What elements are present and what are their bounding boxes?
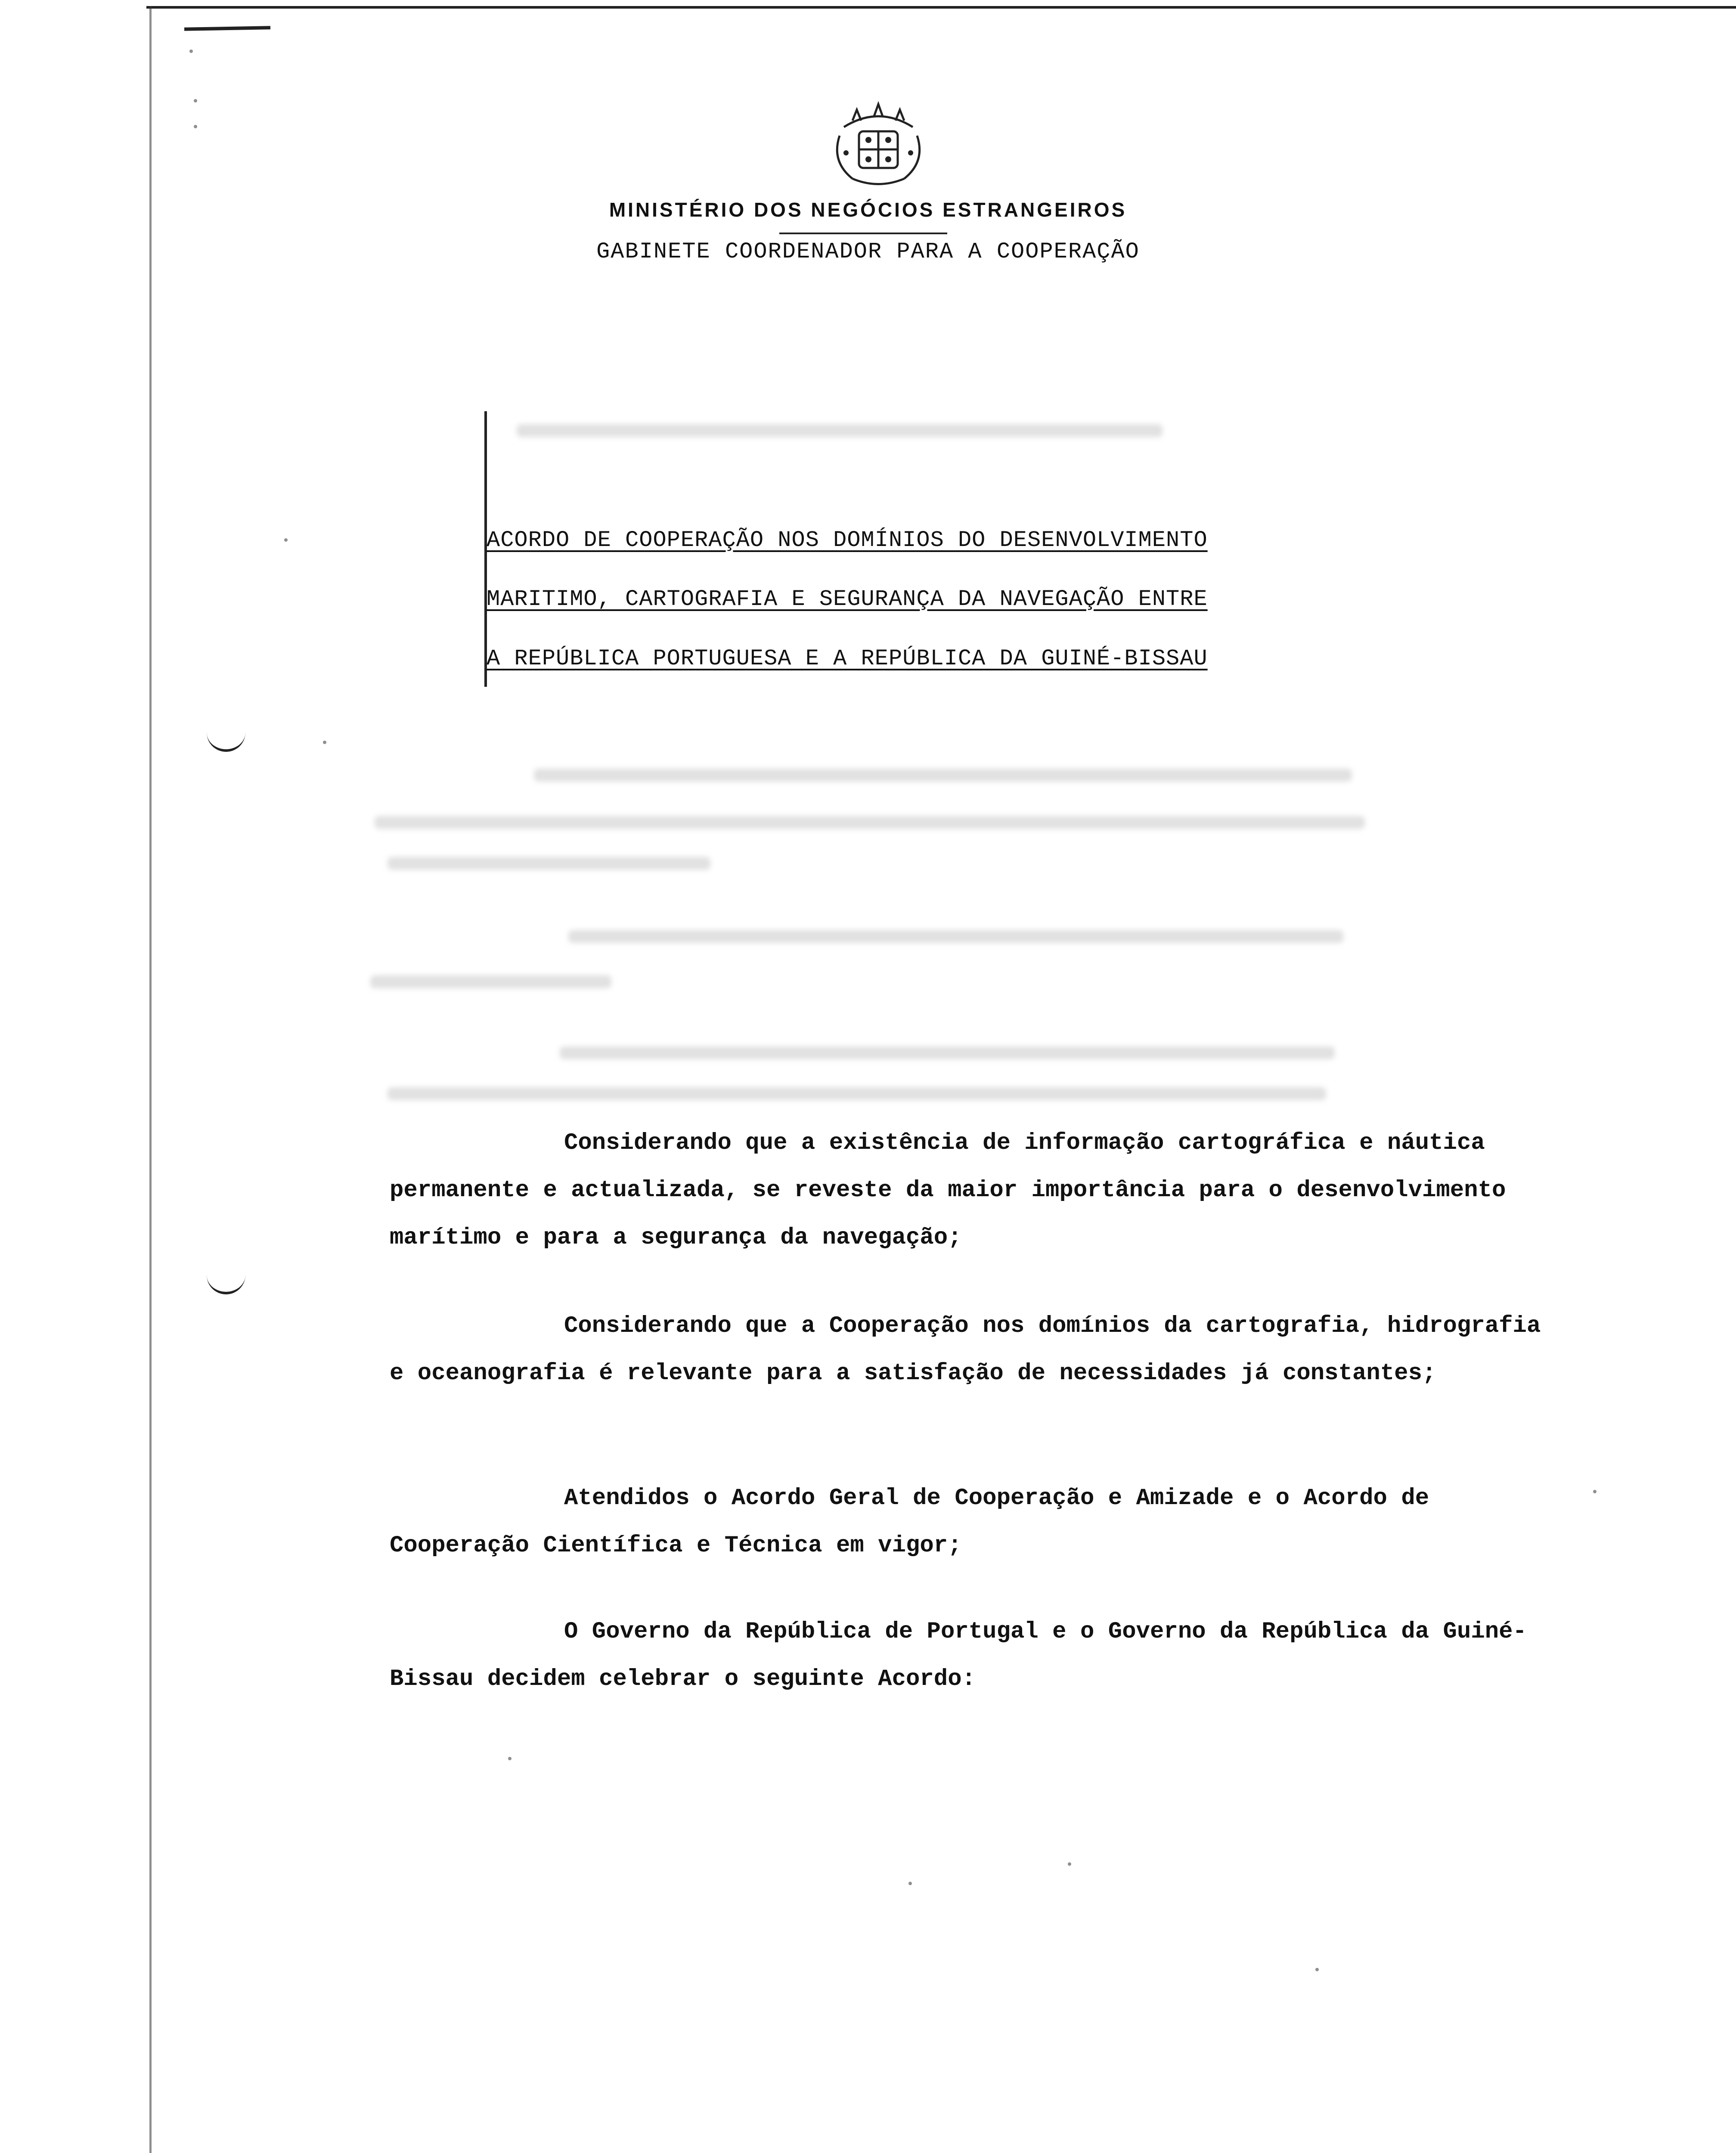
- recital-text: Considerando que a existência de informação cartográfica e náutica permanente e actualizada, se reveste da maior importância para o desenvolvimento marítimo e para a segurança da navegação;: [390, 1130, 1506, 1251]
- scan-speck: [284, 538, 288, 542]
- scan-top-rule: [146, 6, 1736, 9]
- scan-speck: [1068, 1862, 1071, 1866]
- scan-speck: [194, 125, 197, 128]
- scan-speck: [508, 1757, 512, 1760]
- faded-line: [388, 1087, 1326, 1100]
- punch-hole-mark: [207, 1275, 245, 1294]
- faded-line: [517, 424, 1162, 437]
- faded-line: [370, 975, 611, 988]
- title-line-1: ACORDO DE COOPERAÇÃO NOS DOMÍNIOS DO DESENVOLVIMENTO: [487, 527, 1208, 553]
- scan-speck: [194, 99, 197, 102]
- scan-speck: [323, 741, 326, 744]
- heading-rule: [779, 233, 947, 234]
- faded-line: [388, 857, 710, 870]
- title-line-2: MARITIMO, CARTOGRAFIA E SEGURANÇA DA NAVEGAÇÃO ENTRE: [487, 586, 1208, 612]
- faded-line: [534, 769, 1352, 782]
- recital-paragraph: [390, 1475, 1552, 1570]
- title-line-3: A REPÚBLICA PORTUGUESA E A REPÚBLICA DA GUINÉ-BISSAU: [487, 646, 1208, 671]
- faded-line: [375, 816, 1365, 829]
- ministry-heading: MINISTÉRIO DOS NEGÓCIOS ESTRANGEIROS: [609, 199, 1127, 221]
- scan-speck: [1593, 1490, 1596, 1493]
- scan-left-edge: [149, 6, 152, 2153]
- faded-line: [568, 930, 1343, 943]
- scan-mark: [184, 26, 270, 31]
- recital-text: Considerando que a Cooperação nos domínios da cartografia, hidrografia e oceanografia é relevante para a satisfação de necessidades já constantes;: [390, 1313, 1541, 1387]
- recital-paragraph: [390, 1120, 1552, 1262]
- recital-paragraph: [390, 1303, 1552, 1397]
- scan-speck: [1315, 1968, 1319, 1971]
- faded-line: [560, 1046, 1335, 1059]
- closing-text: O Governo da República de Portugal e o Governo da República da Guiné-Bissau decidem celebrar o seguinte Acordo:: [390, 1619, 1527, 1692]
- cabinet-heading: GABINETE COORDENADOR PARA A COOPERAÇÃO: [596, 239, 1140, 264]
- scan-speck: [908, 1882, 912, 1885]
- closing-paragraph: [390, 1608, 1552, 1703]
- recital-text: Atendidos o Acordo Geral de Cooperação e Amizade e o Acordo de Cooperação Científica e Técnica em vigor;: [390, 1485, 1429, 1559]
- scan-speck: [189, 50, 193, 53]
- punch-hole-mark: [207, 732, 245, 752]
- coat-of-arms-icon: [827, 101, 930, 187]
